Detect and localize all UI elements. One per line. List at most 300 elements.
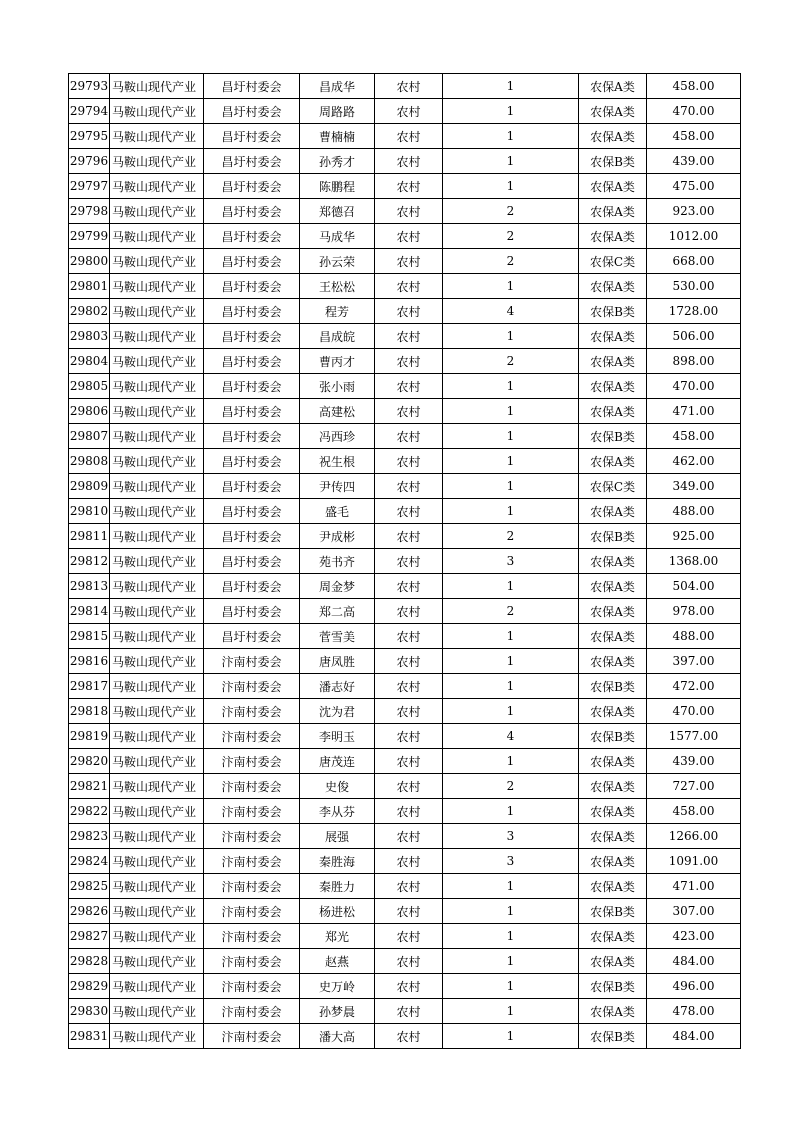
table-row xyxy=(69,174,741,199)
category-cell: 农保A类 xyxy=(579,399,647,424)
area-type-cell: 农村 xyxy=(375,849,443,874)
category-cell: 农保B类 xyxy=(579,424,647,449)
amount-cell: 488.00 xyxy=(647,624,741,649)
category-cell: 农保A类 xyxy=(579,199,647,224)
record-id-cell: 29798 xyxy=(69,199,110,224)
table-row xyxy=(69,599,741,624)
area-type-cell: 农村 xyxy=(375,649,443,674)
record-id-cell: 29809 xyxy=(69,474,110,499)
record-id-cell: 29825 xyxy=(69,874,110,899)
record-id-cell: 29824 xyxy=(69,849,110,874)
area-type-cell: 农村 xyxy=(375,699,443,724)
village-cell: 汴南村委会 xyxy=(204,674,300,699)
category-cell: 农保A类 xyxy=(579,324,647,349)
table-row xyxy=(69,899,741,924)
area-type-cell: 农村 xyxy=(375,124,443,149)
record-id-cell: 29793 xyxy=(69,74,110,99)
household-count-cell: 1 xyxy=(443,274,579,299)
area-type-cell: 农村 xyxy=(375,574,443,599)
village-cell: 昌圩村委会 xyxy=(204,299,300,324)
area-type-cell: 农村 xyxy=(375,274,443,299)
village-cell: 昌圩村委会 xyxy=(204,149,300,174)
amount-cell: 1266.00 xyxy=(647,824,741,849)
record-id-cell: 29803 xyxy=(69,324,110,349)
amount-cell: 925.00 xyxy=(647,524,741,549)
category-cell: 农保B类 xyxy=(579,149,647,174)
amount-cell: 1368.00 xyxy=(647,549,741,574)
category-cell: 农保A类 xyxy=(579,624,647,649)
name-cell: 唐茂连 xyxy=(300,749,375,774)
area-type-cell: 农村 xyxy=(375,499,443,524)
village-cell: 昌圩村委会 xyxy=(204,574,300,599)
unit-cell: 马鞍山现代产业 xyxy=(110,224,204,249)
unit-cell: 马鞍山现代产业 xyxy=(110,499,204,524)
record-id-cell: 29817 xyxy=(69,674,110,699)
name-cell: 周金梦 xyxy=(300,574,375,599)
name-cell: 展强 xyxy=(300,824,375,849)
household-count-cell: 1 xyxy=(443,999,579,1024)
table-row xyxy=(69,549,741,574)
unit-cell: 马鞍山现代产业 xyxy=(110,774,204,799)
table-row xyxy=(69,774,741,799)
record-id-cell: 29820 xyxy=(69,749,110,774)
amount-cell: 496.00 xyxy=(647,974,741,999)
table-row xyxy=(69,799,741,824)
household-count-cell: 3 xyxy=(443,849,579,874)
unit-cell: 马鞍山现代产业 xyxy=(110,449,204,474)
category-cell: 农保A类 xyxy=(579,874,647,899)
name-cell: 潘大高 xyxy=(300,1024,375,1049)
household-count-cell: 1 xyxy=(443,149,579,174)
area-type-cell: 农村 xyxy=(375,924,443,949)
category-cell: 农保B类 xyxy=(579,974,647,999)
unit-cell: 马鞍山现代产业 xyxy=(110,399,204,424)
village-cell: 汴南村委会 xyxy=(204,974,300,999)
amount-cell: 475.00 xyxy=(647,174,741,199)
amount-cell: 397.00 xyxy=(647,649,741,674)
table-row xyxy=(69,849,741,874)
table-row xyxy=(69,949,741,974)
area-type-cell: 农村 xyxy=(375,599,443,624)
area-type-cell: 农村 xyxy=(375,974,443,999)
unit-cell: 马鞍山现代产业 xyxy=(110,724,204,749)
category-cell: 农保B类 xyxy=(579,724,647,749)
name-cell: 李明玉 xyxy=(300,724,375,749)
household-count-cell: 3 xyxy=(443,824,579,849)
household-count-cell: 1 xyxy=(443,1024,579,1049)
record-id-cell: 29819 xyxy=(69,724,110,749)
unit-cell: 马鞍山现代产业 xyxy=(110,549,204,574)
category-cell: 农保A类 xyxy=(579,649,647,674)
household-count-cell: 2 xyxy=(443,774,579,799)
household-count-cell: 1 xyxy=(443,799,579,824)
amount-cell: 470.00 xyxy=(647,374,741,399)
area-type-cell: 农村 xyxy=(375,74,443,99)
village-cell: 昌圩村委会 xyxy=(204,74,300,99)
area-type-cell: 农村 xyxy=(375,749,443,774)
table-row xyxy=(69,974,741,999)
unit-cell: 马鞍山现代产业 xyxy=(110,149,204,174)
amount-cell: 1728.00 xyxy=(647,299,741,324)
area-type-cell: 农村 xyxy=(375,299,443,324)
unit-cell: 马鞍山现代产业 xyxy=(110,199,204,224)
household-count-cell: 1 xyxy=(443,674,579,699)
table-row xyxy=(69,224,741,249)
name-cell: 郑德召 xyxy=(300,199,375,224)
household-count-cell: 2 xyxy=(443,349,579,374)
name-cell: 孙梦晨 xyxy=(300,999,375,1024)
category-cell: 农保A类 xyxy=(579,374,647,399)
area-type-cell: 农村 xyxy=(375,324,443,349)
village-cell: 汴南村委会 xyxy=(204,649,300,674)
village-cell: 昌圩村委会 xyxy=(204,399,300,424)
area-type-cell: 农村 xyxy=(375,824,443,849)
household-count-cell: 1 xyxy=(443,324,579,349)
table-row xyxy=(69,124,741,149)
village-cell: 昌圩村委会 xyxy=(204,374,300,399)
category-cell: 农保A类 xyxy=(579,949,647,974)
household-count-cell: 1 xyxy=(443,74,579,99)
village-cell: 昌圩村委会 xyxy=(204,499,300,524)
record-id-cell: 29813 xyxy=(69,574,110,599)
category-cell: 农保A类 xyxy=(579,174,647,199)
area-type-cell: 农村 xyxy=(375,149,443,174)
area-type-cell: 农村 xyxy=(375,874,443,899)
category-cell: 农保A类 xyxy=(579,774,647,799)
amount-cell: 898.00 xyxy=(647,349,741,374)
village-cell: 昌圩村委会 xyxy=(204,524,300,549)
unit-cell: 马鞍山现代产业 xyxy=(110,624,204,649)
category-cell: 农保A类 xyxy=(579,749,647,774)
village-cell: 昌圩村委会 xyxy=(204,274,300,299)
category-cell: 农保C类 xyxy=(579,249,647,274)
amount-cell: 349.00 xyxy=(647,474,741,499)
table-row xyxy=(69,399,741,424)
village-cell: 昌圩村委会 xyxy=(204,174,300,199)
amount-cell: 1012.00 xyxy=(647,224,741,249)
unit-cell: 马鞍山现代产业 xyxy=(110,749,204,774)
household-count-cell: 1 xyxy=(443,99,579,124)
amount-cell: 504.00 xyxy=(647,574,741,599)
unit-cell: 马鞍山现代产业 xyxy=(110,899,204,924)
table-row xyxy=(69,374,741,399)
table-row xyxy=(69,424,741,449)
record-id-cell: 29796 xyxy=(69,149,110,174)
table-row xyxy=(69,99,741,124)
village-cell: 昌圩村委会 xyxy=(204,224,300,249)
unit-cell: 马鞍山现代产业 xyxy=(110,574,204,599)
amount-cell: 506.00 xyxy=(647,324,741,349)
village-cell: 昌圩村委会 xyxy=(204,624,300,649)
area-type-cell: 农村 xyxy=(375,899,443,924)
unit-cell: 马鞍山现代产业 xyxy=(110,824,204,849)
table-row xyxy=(69,624,741,649)
category-cell: 农保A类 xyxy=(579,124,647,149)
amount-cell: 1577.00 xyxy=(647,724,741,749)
name-cell: 周路路 xyxy=(300,99,375,124)
household-count-cell: 1 xyxy=(443,874,579,899)
unit-cell: 马鞍山现代产业 xyxy=(110,324,204,349)
village-cell: 昌圩村委会 xyxy=(204,349,300,374)
household-count-cell: 1 xyxy=(443,374,579,399)
unit-cell: 马鞍山现代产业 xyxy=(110,849,204,874)
area-type-cell: 农村 xyxy=(375,374,443,399)
household-count-cell: 1 xyxy=(443,949,579,974)
category-cell: 农保A类 xyxy=(579,224,647,249)
record-id-cell: 29795 xyxy=(69,124,110,149)
amount-cell: 530.00 xyxy=(647,274,741,299)
name-cell: 高建松 xyxy=(300,399,375,424)
table-row xyxy=(69,149,741,174)
name-cell: 唐凤胜 xyxy=(300,649,375,674)
area-type-cell: 农村 xyxy=(375,449,443,474)
amount-cell: 458.00 xyxy=(647,799,741,824)
household-count-cell: 4 xyxy=(443,299,579,324)
unit-cell: 马鞍山现代产业 xyxy=(110,99,204,124)
name-cell: 沈为君 xyxy=(300,699,375,724)
name-cell: 孙云荣 xyxy=(300,249,375,274)
amount-cell: 488.00 xyxy=(647,499,741,524)
unit-cell: 马鞍山现代产业 xyxy=(110,174,204,199)
household-count-cell: 1 xyxy=(443,649,579,674)
name-cell: 昌成华 xyxy=(300,74,375,99)
name-cell: 张小雨 xyxy=(300,374,375,399)
name-cell: 曹丙才 xyxy=(300,349,375,374)
table-row xyxy=(69,324,741,349)
unit-cell: 马鞍山现代产业 xyxy=(110,249,204,274)
household-count-cell: 1 xyxy=(443,399,579,424)
amount-cell: 471.00 xyxy=(647,874,741,899)
household-count-cell: 1 xyxy=(443,899,579,924)
record-id-cell: 29802 xyxy=(69,299,110,324)
village-cell: 汴南村委会 xyxy=(204,1024,300,1049)
area-type-cell: 农村 xyxy=(375,199,443,224)
area-type-cell: 农村 xyxy=(375,799,443,824)
amount-cell: 458.00 xyxy=(647,124,741,149)
record-id-cell: 29828 xyxy=(69,949,110,974)
name-cell: 陈鹏程 xyxy=(300,174,375,199)
unit-cell: 马鞍山现代产业 xyxy=(110,674,204,699)
category-cell: 农保A类 xyxy=(579,924,647,949)
village-cell: 昌圩村委会 xyxy=(204,99,300,124)
name-cell: 史俊 xyxy=(300,774,375,799)
table-row xyxy=(69,1024,741,1049)
category-cell: 农保A类 xyxy=(579,849,647,874)
category-cell: 农保C类 xyxy=(579,474,647,499)
unit-cell: 马鞍山现代产业 xyxy=(110,999,204,1024)
unit-cell: 马鞍山现代产业 xyxy=(110,299,204,324)
unit-cell: 马鞍山现代产业 xyxy=(110,599,204,624)
household-count-cell: 1 xyxy=(443,124,579,149)
unit-cell: 马鞍山现代产业 xyxy=(110,699,204,724)
household-count-cell: 1 xyxy=(443,174,579,199)
amount-cell: 478.00 xyxy=(647,999,741,1024)
name-cell: 冯西珍 xyxy=(300,424,375,449)
household-count-cell: 1 xyxy=(443,449,579,474)
table-row xyxy=(69,299,741,324)
household-count-cell: 1 xyxy=(443,499,579,524)
village-cell: 昌圩村委会 xyxy=(204,599,300,624)
table-row xyxy=(69,924,741,949)
amount-cell: 470.00 xyxy=(647,99,741,124)
household-count-cell: 1 xyxy=(443,974,579,999)
village-cell: 汴南村委会 xyxy=(204,899,300,924)
amount-cell: 484.00 xyxy=(647,1024,741,1049)
name-cell: 程芳 xyxy=(300,299,375,324)
area-type-cell: 农村 xyxy=(375,1024,443,1049)
category-cell: 农保B类 xyxy=(579,524,647,549)
amount-cell: 307.00 xyxy=(647,899,741,924)
unit-cell: 马鞍山现代产业 xyxy=(110,124,204,149)
name-cell: 秦胜海 xyxy=(300,849,375,874)
table-row xyxy=(69,499,741,524)
category-cell: 农保B类 xyxy=(579,1024,647,1049)
household-count-cell: 3 xyxy=(443,549,579,574)
village-cell: 昌圩村委会 xyxy=(204,424,300,449)
village-cell: 昌圩村委会 xyxy=(204,474,300,499)
table-row xyxy=(69,749,741,774)
record-id-cell: 29799 xyxy=(69,224,110,249)
table-row xyxy=(69,249,741,274)
record-id-cell: 29808 xyxy=(69,449,110,474)
record-id-cell: 29818 xyxy=(69,699,110,724)
unit-cell: 马鞍山现代产业 xyxy=(110,274,204,299)
unit-cell: 马鞍山现代产业 xyxy=(110,649,204,674)
area-type-cell: 农村 xyxy=(375,424,443,449)
unit-cell: 马鞍山现代产业 xyxy=(110,874,204,899)
record-id-cell: 29822 xyxy=(69,799,110,824)
amount-cell: 458.00 xyxy=(647,74,741,99)
category-cell: 农保A类 xyxy=(579,74,647,99)
village-cell: 汴南村委会 xyxy=(204,724,300,749)
unit-cell: 马鞍山现代产业 xyxy=(110,424,204,449)
record-id-cell: 29801 xyxy=(69,274,110,299)
area-type-cell: 农村 xyxy=(375,949,443,974)
name-cell: 郑光 xyxy=(300,924,375,949)
table-row xyxy=(69,649,741,674)
amount-cell: 471.00 xyxy=(647,399,741,424)
area-type-cell: 农村 xyxy=(375,399,443,424)
table-row xyxy=(69,824,741,849)
category-cell: 农保A类 xyxy=(579,699,647,724)
amount-cell: 423.00 xyxy=(647,924,741,949)
name-cell: 王松松 xyxy=(300,274,375,299)
name-cell: 潘志好 xyxy=(300,674,375,699)
unit-cell: 马鞍山现代产业 xyxy=(110,974,204,999)
name-cell: 祝生根 xyxy=(300,449,375,474)
household-count-cell: 1 xyxy=(443,699,579,724)
name-cell: 秦胜力 xyxy=(300,874,375,899)
village-cell: 汴南村委会 xyxy=(204,749,300,774)
village-cell: 汴南村委会 xyxy=(204,774,300,799)
household-count-cell: 1 xyxy=(443,574,579,599)
name-cell: 赵燕 xyxy=(300,949,375,974)
name-cell: 苑书齐 xyxy=(300,549,375,574)
table-row xyxy=(69,274,741,299)
name-cell: 尹传四 xyxy=(300,474,375,499)
category-cell: 农保A类 xyxy=(579,599,647,624)
village-cell: 昌圩村委会 xyxy=(204,449,300,474)
village-cell: 昌圩村委会 xyxy=(204,549,300,574)
unit-cell: 马鞍山现代产业 xyxy=(110,74,204,99)
name-cell: 孙秀才 xyxy=(300,149,375,174)
record-id-cell: 29797 xyxy=(69,174,110,199)
amount-cell: 439.00 xyxy=(647,749,741,774)
name-cell: 郑二高 xyxy=(300,599,375,624)
record-id-cell: 29831 xyxy=(69,1024,110,1049)
household-count-cell: 2 xyxy=(443,249,579,274)
category-cell: 农保B类 xyxy=(579,299,647,324)
household-count-cell: 2 xyxy=(443,199,579,224)
table-row xyxy=(69,674,741,699)
household-count-cell: 2 xyxy=(443,224,579,249)
household-count-cell: 2 xyxy=(443,524,579,549)
table-row xyxy=(69,874,741,899)
record-id-cell: 29807 xyxy=(69,424,110,449)
amount-cell: 484.00 xyxy=(647,949,741,974)
table-row xyxy=(69,474,741,499)
table-row xyxy=(69,74,741,99)
category-cell: 农保A类 xyxy=(579,449,647,474)
area-type-cell: 农村 xyxy=(375,774,443,799)
category-cell: 农保A类 xyxy=(579,274,647,299)
area-type-cell: 农村 xyxy=(375,349,443,374)
name-cell: 菅雪美 xyxy=(300,624,375,649)
amount-cell: 978.00 xyxy=(647,599,741,624)
amount-cell: 1091.00 xyxy=(647,849,741,874)
household-count-cell: 1 xyxy=(443,424,579,449)
record-id-cell: 29830 xyxy=(69,999,110,1024)
name-cell: 昌成皖 xyxy=(300,324,375,349)
table-row xyxy=(69,724,741,749)
record-id-cell: 29827 xyxy=(69,924,110,949)
record-id-cell: 29815 xyxy=(69,624,110,649)
area-type-cell: 农村 xyxy=(375,174,443,199)
area-type-cell: 农村 xyxy=(375,549,443,574)
village-cell: 汴南村委会 xyxy=(204,874,300,899)
record-id-cell: 29810 xyxy=(69,499,110,524)
category-cell: 农保A类 xyxy=(579,574,647,599)
area-type-cell: 农村 xyxy=(375,474,443,499)
household-count-cell: 2 xyxy=(443,599,579,624)
subsidy-table xyxy=(68,73,741,1049)
table-row xyxy=(69,574,741,599)
area-type-cell: 农村 xyxy=(375,249,443,274)
record-id-cell: 29826 xyxy=(69,899,110,924)
amount-cell: 472.00 xyxy=(647,674,741,699)
name-cell: 史万岭 xyxy=(300,974,375,999)
unit-cell: 马鞍山现代产业 xyxy=(110,1024,204,1049)
name-cell: 李从芬 xyxy=(300,799,375,824)
village-cell: 昌圩村委会 xyxy=(204,324,300,349)
amount-cell: 462.00 xyxy=(647,449,741,474)
category-cell: 农保A类 xyxy=(579,999,647,1024)
category-cell: 农保B类 xyxy=(579,899,647,924)
table-row xyxy=(69,349,741,374)
area-type-cell: 农村 xyxy=(375,524,443,549)
record-id-cell: 29821 xyxy=(69,774,110,799)
category-cell: 农保A类 xyxy=(579,99,647,124)
name-cell: 盛毛 xyxy=(300,499,375,524)
record-id-cell: 29811 xyxy=(69,524,110,549)
category-cell: 农保A类 xyxy=(579,824,647,849)
record-id-cell: 29823 xyxy=(69,824,110,849)
amount-cell: 923.00 xyxy=(647,199,741,224)
record-id-cell: 29805 xyxy=(69,374,110,399)
unit-cell: 马鞍山现代产业 xyxy=(110,474,204,499)
table-row xyxy=(69,449,741,474)
village-cell: 昌圩村委会 xyxy=(204,199,300,224)
